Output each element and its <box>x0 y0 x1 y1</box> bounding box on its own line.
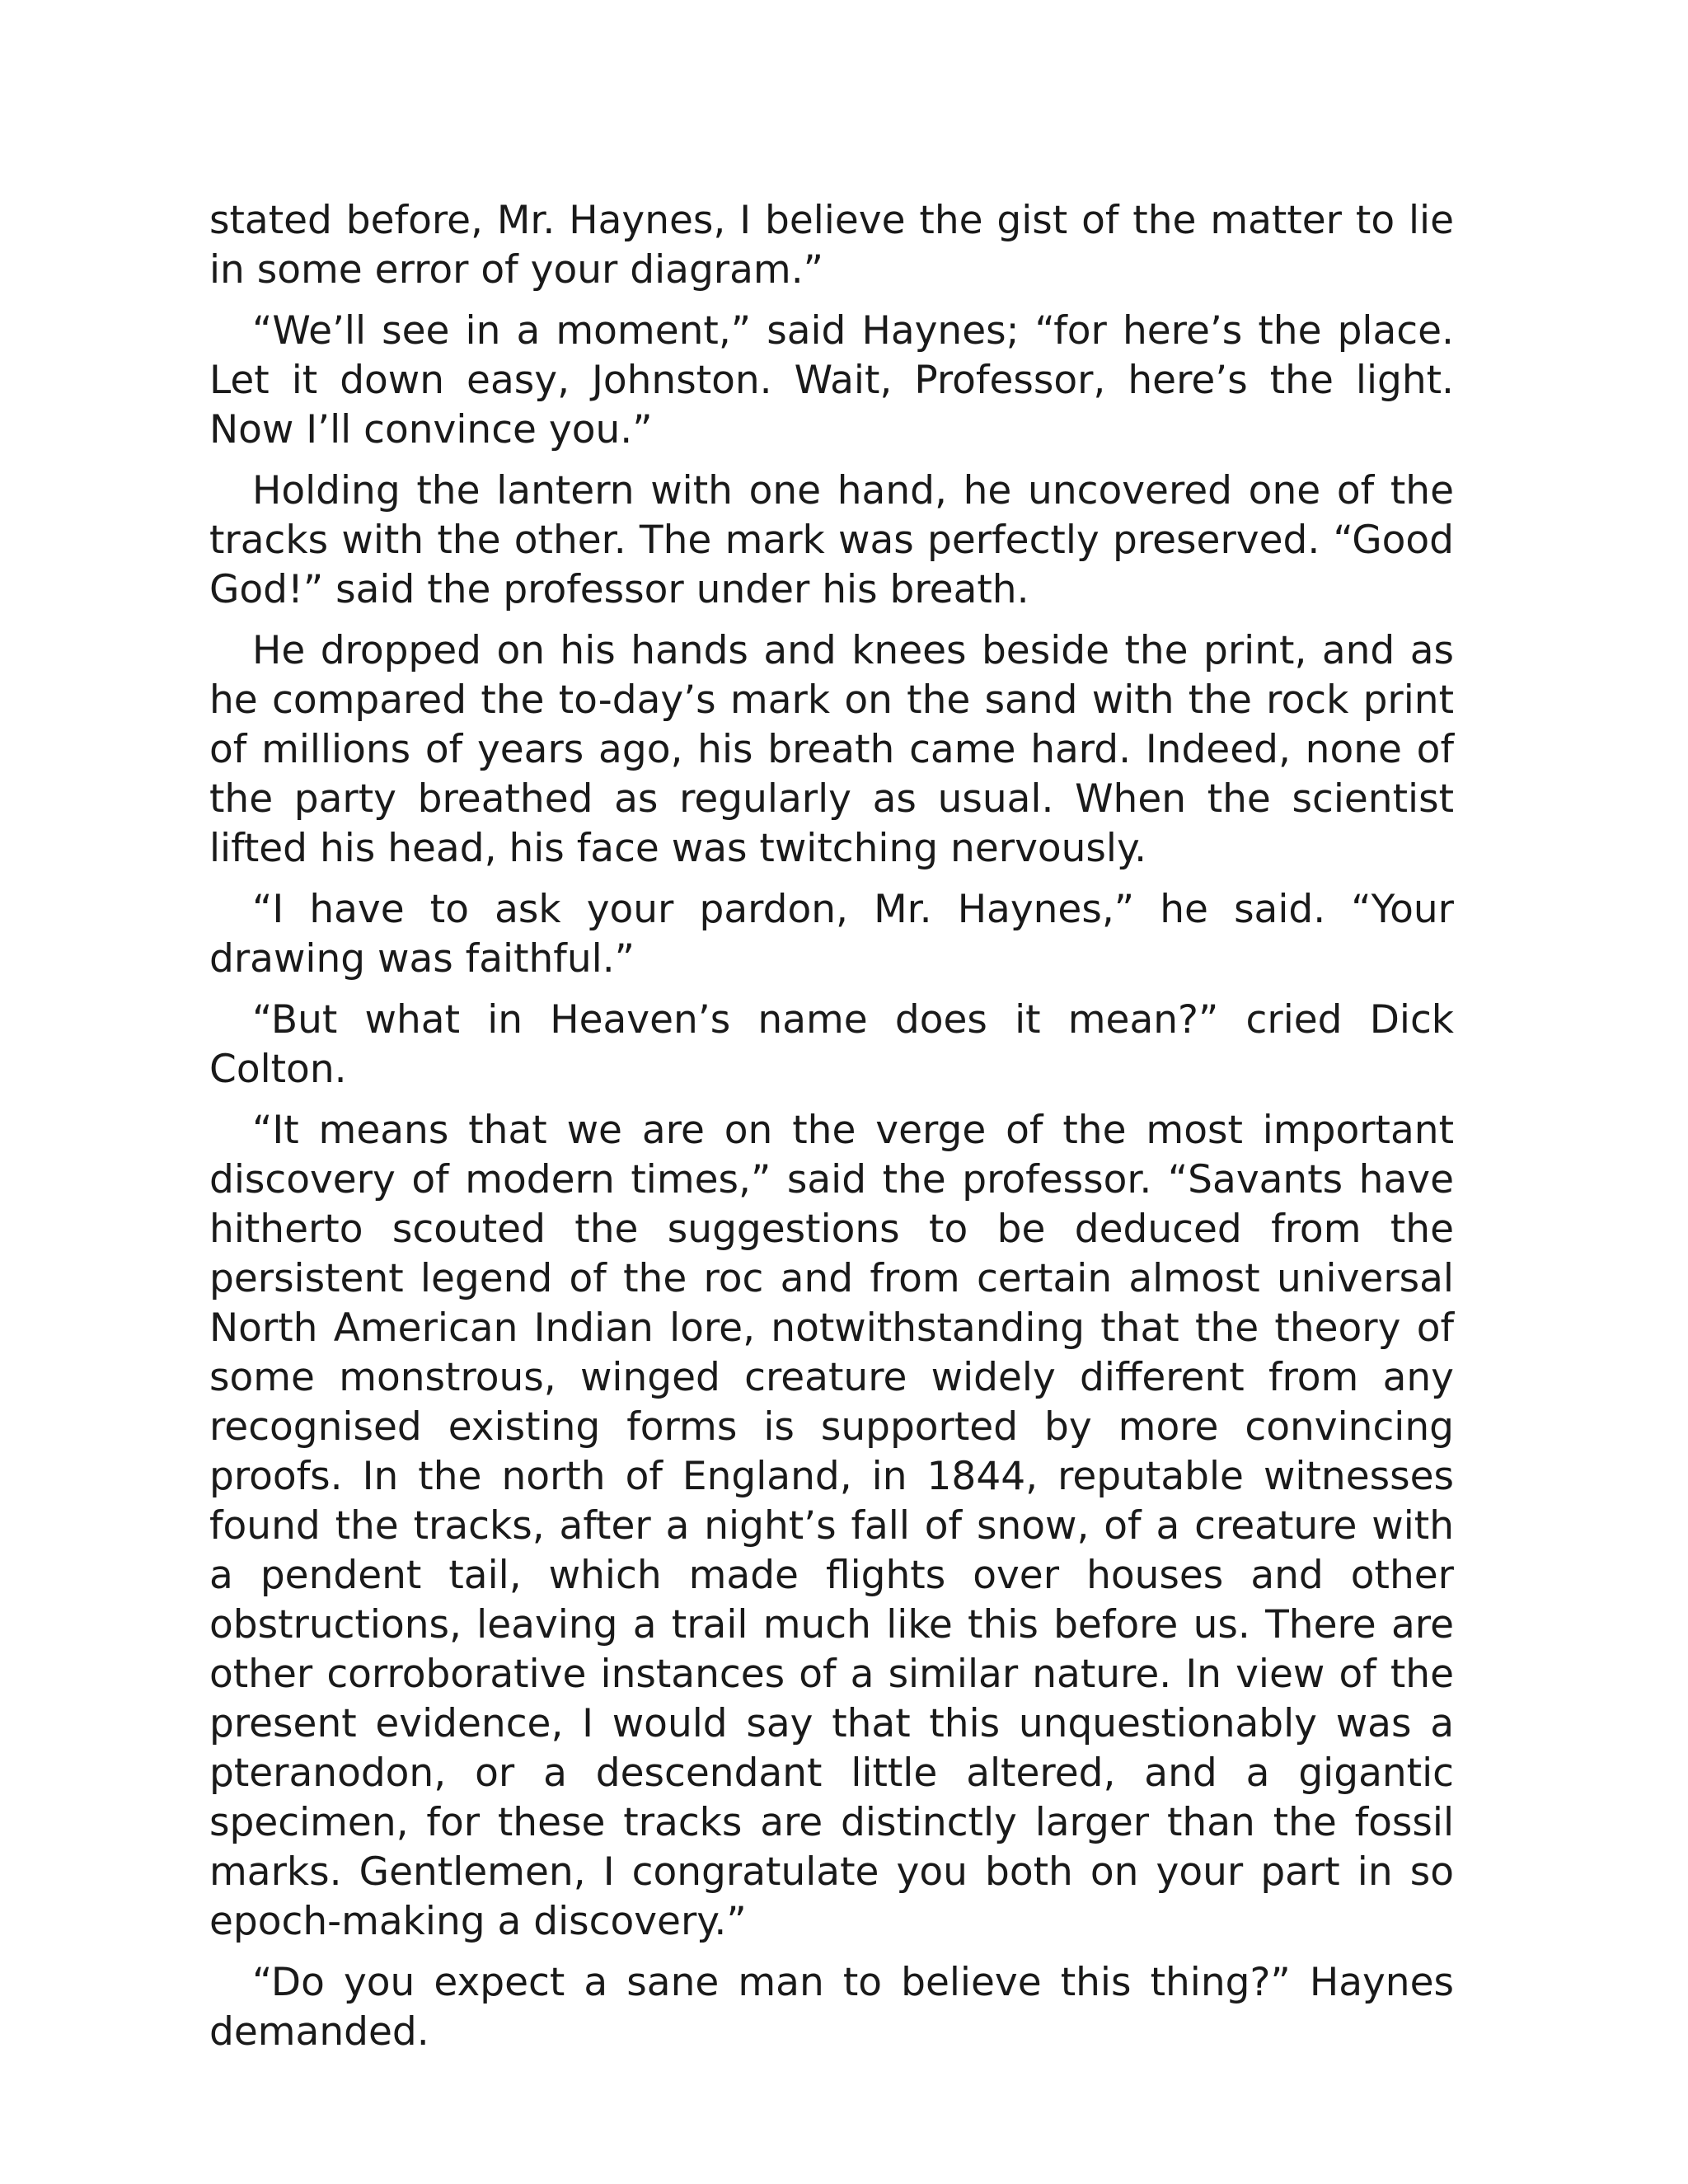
paragraph: “Do you expect a sane man to believe this thing?” Haynes demanded. <box>209 1960 1454 2055</box>
paragraph: “But what in Heaven’s name does it mean?” cried Dick Colton. <box>209 997 1454 1092</box>
paragraph: “It means that we are on the verge of the most important discovery of modern times,” said the professor. “Savants have hitherto scouted the suggestions to be deduced from the persistent legend of the roc and from certain almost universal North American Indian lore, notwithstanding that the theory of some monstrous, winged creature widely different from any recognised existing forms is supported by more convincing proofs. In the north of England, in 1844, reputable witnesses found the tracks, after a night’s fall of snow, of a creature with a pendent tail, which made flights over houses and other obstructions, leaving a trail much like this before us. There are other corroborative instances of a similar nature. In view of the present evidence, I would say that this unquestionably was a pteranodon, or a descendant little altered, and a gigantic specimen, for these tracks are distinctly larger than the fossil marks. Gentlemen, I congratulate you both on your part in so epoch-making a discovery.” <box>209 1108 1454 1944</box>
document-page <box>209 196 1454 2069</box>
paragraph: “We’ll see in a moment,” said Haynes; “for here’s the place. Let it down easy, Johnston. Wait, Professor, here’s the light. Now I’ll convince you.” <box>209 308 1454 452</box>
paragraph-continued: stated before, Mr. Haynes, I believe the gist of the matter to lie in some error of your diagram.” <box>209 198 1454 293</box>
paragraph: Holding the lantern with one hand, he uncovered one of the tracks with the other. The mark was perfectly preserved. “Good God!” said the professor under his breath. <box>209 468 1454 612</box>
paragraph: He dropped on his hands and knees beside the print, and as he compared the to-day’s mark on the sand with the rock print of millions of years ago, his breath came hard. Indeed, none of the party breathed as regularly as usual. When the scientist lifted his head, his face was twitching nervously. <box>209 628 1454 871</box>
paragraph: “I have to ask your pardon, Mr. Haynes,” he said. “Your drawing was faithful.” <box>209 887 1454 982</box>
